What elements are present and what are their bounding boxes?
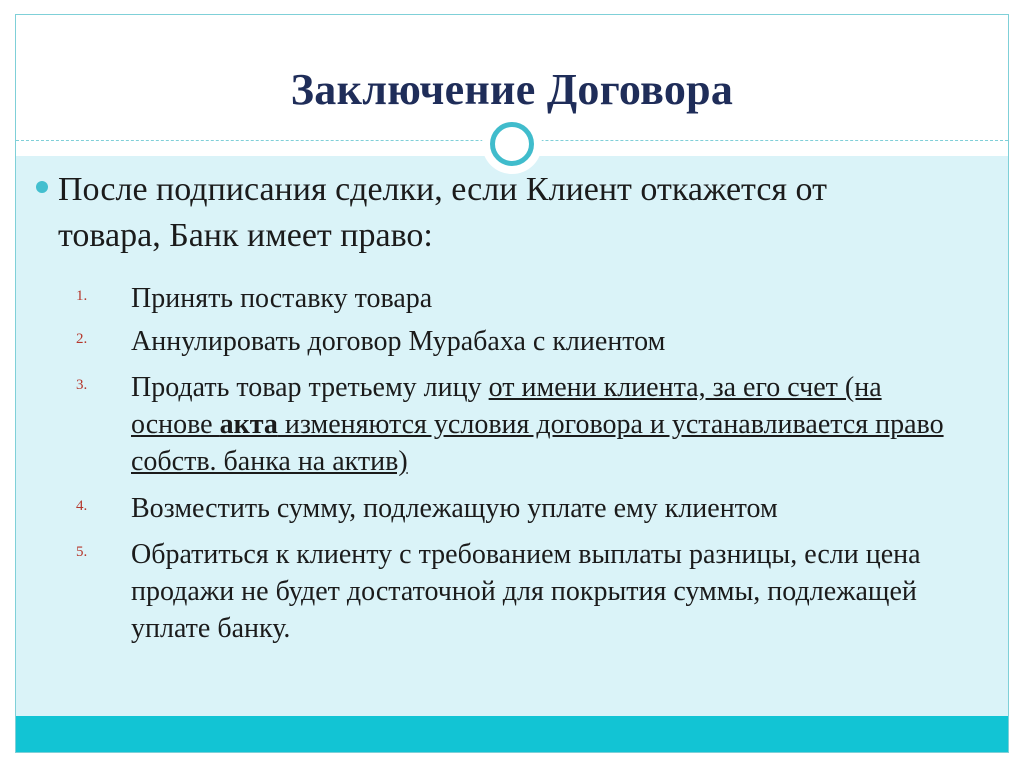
item-text-bold: акта — [219, 409, 278, 440]
item-text-underlined: изменяются условия договора и устанавливается право собств. банка на актив) — [131, 409, 944, 477]
list-number: 5. — [76, 544, 88, 560]
slide-footer-bar — [16, 716, 1008, 752]
bullet-dot-icon — [36, 181, 48, 193]
main-bullet-text: После подписания сделки, если Клиент откажется от товара, Банк имеет право: — [58, 171, 827, 254]
list-number: 4. — [76, 498, 88, 514]
list-item-text — [131, 369, 951, 480]
list-number: 2. — [76, 331, 88, 347]
list-number: 1. — [76, 288, 88, 304]
list-item-text: Аннулировать договор Мурабаха с клиентом — [131, 326, 666, 357]
item-text-underlined: от имени клиента, за его счет (на основе — [131, 372, 882, 440]
item-text-plain: Продать товар третьему лицу — [131, 372, 489, 403]
list-item-text: Принять поставку товара — [131, 283, 433, 314]
list-item-text: Возместить сумму, подлежащую уплате ему клиентом — [131, 493, 778, 524]
ring-icon — [490, 122, 534, 166]
slide-title: Заключение Договора — [290, 65, 734, 114]
list-number: 3. — [76, 377, 88, 393]
list-item-text: Обратиться к клиенту с требованием выплаты разницы, если цена продажи не будет достаточной для покрытия суммы, подлежащей уплате банку. — [131, 539, 921, 644]
